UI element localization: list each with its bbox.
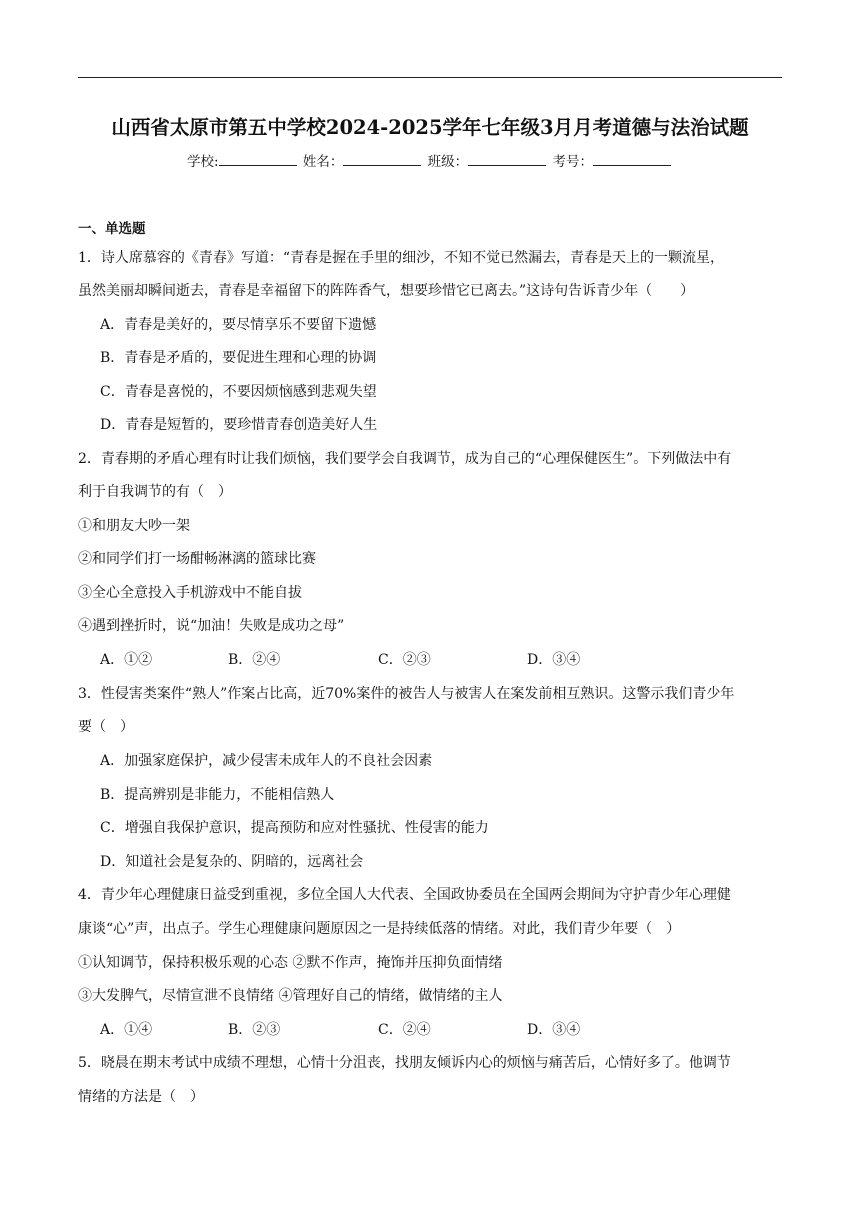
student-info-line (78, 151, 782, 172)
question-4-option-b[interactable]: B．②③ (228, 1022, 281, 1038)
question-3-option-b[interactable]: B．提高辨别是非能力，不能相信熟人 (100, 787, 335, 803)
question-3-line-1: 3．性侵害类案件“熟人”作案占比高，近70%案件的被告人与被害人在案发前相互熟识。这警示我们青少年 (78, 686, 735, 702)
question-4-line-1: 4．青少年心理健康日益受到重视，多位全国人大代表、全国政协委员在全国两会期间为守护青少年心理健 (78, 887, 731, 903)
question-4-statement-1: ①认知调节，保持积极乐观的心态 ②默不作声，掩饰并压抑负面情绪 (78, 955, 503, 971)
question-2-option-d[interactable]: D．③④ (527, 652, 581, 668)
exam-title: 山西省太原市第五中学校2024-2025学年七年级3月月考道德与法治试题 (111, 116, 749, 139)
question-1-option-a[interactable]: A．青春是美好的，要尽情享乐不要留下遗憾 (100, 317, 377, 333)
question-2-statement-4: ④遇到挫折时，说“加油！失败是成功之母” (78, 618, 345, 634)
question-2-statement-1: ①和朋友大吵一架 (78, 518, 190, 534)
question-2-line-1: 2．青春期的矛盾心理有时让我们烦恼，我们要学会自我调节，成为自己的“心理保健医生”。下列做法中有 (78, 451, 732, 467)
question-3-option-d[interactable]: D．知道社会是复杂的、阴暗的，远离社会 (100, 854, 364, 870)
exam-number-blank[interactable] (593, 151, 671, 166)
question-4-line-2: 康谈“心”声，出点子。学生心理健康问题原因之一是持续低落的情绪。对此，我们青少年要（ ） (78, 921, 681, 937)
school-blank[interactable] (219, 151, 297, 166)
name-blank[interactable] (343, 151, 421, 166)
field-label-name: 姓名： (302, 154, 344, 170)
class-blank[interactable] (468, 151, 546, 166)
question-5-line-1: 5．晓晨在期末考试中成绩不理想，心情十分沮丧，找朋友倾诉内心的烦恼与痛苦后，心情好多了。他调节 (78, 1055, 731, 1071)
question-2-option-c[interactable]: C．②③ (378, 652, 431, 668)
field-label-school: 学校: (187, 154, 219, 170)
field-label-class: 班级： (427, 154, 469, 170)
question-2-statement-2: ②和同学们打一场酣畅淋漓的篮球比赛 (78, 551, 316, 567)
question-2-statement-3: ③全心全意投入手机游戏中不能自拔 (78, 585, 302, 601)
field-label-exam-number: 考号： (552, 154, 593, 170)
question-1-line-2: 虽然美丽却瞬间逝去，青春是幸福留下的阵阵香气，想要珍惜它已离去。”这诗句告诉青少年（ ） (78, 283, 695, 299)
question-1-line-1: 1．诗人席慕容的《青春》写道：“青春是握在手里的细沙，不知不觉已然漏去，青春是天上的一颗流星， (78, 250, 725, 266)
question-4-option-a[interactable]: A．①④ (100, 1022, 153, 1038)
question-3-option-a[interactable]: A．加强家庭保护，减少侵害未成年人的不良社会因素 (100, 753, 433, 769)
question-2-option-a[interactable]: A．①② (100, 652, 153, 668)
question-1-option-d[interactable]: D．青春是短暂的，要珍惜青春创造美好人生 (100, 417, 378, 433)
question-3-line-2: 要（ ） (78, 719, 134, 735)
question-2-option-b[interactable]: B．②④ (228, 652, 281, 668)
question-4-statement-2: ③大发脾气，尽情宣泄不良情绪 ④管理好自己的情绪，做情绪的主人 (78, 988, 503, 1004)
section-title: 一、单选题 (78, 221, 146, 237)
header-rule (78, 77, 782, 78)
question-1-option-c[interactable]: C．青春是喜悦的，不要因烦恼感到悲观失望 (100, 384, 377, 400)
question-2-line-2: 利于自我调节的有（ ） (78, 484, 232, 500)
question-4-option-d[interactable]: D．③④ (527, 1022, 581, 1038)
question-3-option-c[interactable]: C．增强自我保护意识，提高预防和应对性骚扰、性侵害的能力 (100, 820, 489, 836)
question-4-option-c[interactable]: C．②④ (378, 1022, 431, 1038)
question-1-option-b[interactable]: B．青春是矛盾的，要促进生理和心理的协调 (100, 350, 377, 366)
question-5-line-2: 情绪的方法是（ ） (78, 1089, 204, 1105)
